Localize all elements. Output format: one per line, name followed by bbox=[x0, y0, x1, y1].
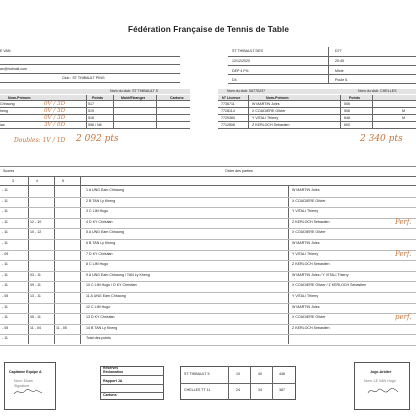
set-score: - 09 bbox=[2, 251, 9, 256]
right-col-name: Nom-Prénom bbox=[266, 96, 289, 100]
captain-a-name: Nom: Eloan bbox=[14, 379, 33, 383]
set-score: 11 - 05 bbox=[56, 325, 67, 330]
right-team-total: 2 340 pts bbox=[360, 134, 403, 144]
right-player-4: Z KERLOCH Sebastien bbox=[252, 123, 290, 127]
match-away-player: Z KERLOCH Sebastien bbox=[292, 262, 330, 267]
right-club-name: Nom du club: CHELLES bbox=[358, 89, 397, 93]
set-score: 10 - 12 bbox=[30, 230, 42, 235]
right-team-poule: Poule 6 bbox=[335, 78, 348, 82]
juge-arbitre-signature bbox=[366, 385, 400, 397]
set-score: - 11 bbox=[2, 336, 8, 341]
match-away-player: Z KERLOCH Sebastien bbox=[292, 325, 330, 330]
right-team-name: ST THIBAULT DES bbox=[232, 49, 263, 53]
left-team-name: E VAN bbox=[0, 49, 11, 53]
match-home-player: 9 A UNG Eam Chhaong / TAN Ly Kheng bbox=[86, 272, 150, 277]
match-home-player: 1 A UNG Eam Chhaong bbox=[86, 188, 124, 192]
match-away-player: X COUDIERE Olivier bbox=[292, 230, 326, 235]
match-home-player: 6 B TAN Ly Kheng bbox=[86, 241, 116, 245]
match-away-player: X COUDIERE Olivier bbox=[292, 198, 326, 203]
juge-arbitre-label: Juge-Arbitre bbox=[370, 370, 392, 374]
right-player-2-points: 506 bbox=[344, 109, 350, 113]
rapport-label: Rapport JA bbox=[103, 379, 123, 383]
set-score: - 05 bbox=[2, 325, 9, 330]
set-score: - 11 bbox=[2, 283, 8, 288]
row-divider bbox=[0, 271, 416, 272]
match-home-player: 2 B TAN Ly Kheng bbox=[86, 198, 116, 203]
page-title: Fédération Française de Tennis de Table bbox=[128, 25, 290, 34]
match-home-player: 10 C LIM Hugo / D KY Christian bbox=[86, 283, 137, 288]
right-player-3: Y VITALI Thierry bbox=[252, 116, 279, 120]
row-divider bbox=[0, 324, 416, 325]
left-player-3-record: 0V / 3D bbox=[44, 115, 66, 121]
ordre-header: Ordre des parties bbox=[225, 169, 253, 173]
row-divider bbox=[0, 292, 416, 293]
left-col-points: Points bbox=[92, 96, 103, 100]
set-score: 12 - 10 bbox=[30, 219, 42, 224]
left-team-email: an@hotmail.com bbox=[0, 67, 28, 71]
set-score: - 11 bbox=[2, 230, 8, 235]
right-club-number: Nom du club: 08770237 bbox=[227, 89, 266, 93]
left-team-total: 2 092 pts bbox=[76, 134, 119, 144]
footer-team-1-a: 10 bbox=[236, 372, 240, 376]
row-divider bbox=[0, 281, 416, 282]
footer-team-2-c: 387 bbox=[279, 388, 285, 392]
scores-col-5: 5 bbox=[62, 179, 64, 183]
scores-header: Scores bbox=[3, 169, 15, 173]
footer-team-2-a: 24 bbox=[236, 388, 240, 392]
row-divider bbox=[0, 228, 416, 229]
right-col-licence: N° Licence bbox=[222, 96, 241, 100]
right-player-3-licence: 7729360 bbox=[221, 116, 235, 120]
left-player-3-points: 516 bbox=[88, 116, 94, 120]
perf-note: perf. bbox=[395, 313, 412, 322]
row-divider bbox=[0, 345, 416, 346]
captain-a-label: Capitaine Equipe A bbox=[9, 370, 42, 374]
row-divider bbox=[0, 303, 416, 304]
left-player-1: Chhaong bbox=[0, 102, 15, 106]
set-score: - 11 bbox=[2, 198, 8, 203]
perf-note: Perf. bbox=[395, 217, 412, 226]
set-score: 13 - 11 bbox=[30, 294, 41, 298]
right-player-4-licence: 7712806 bbox=[221, 123, 235, 127]
row-divider bbox=[0, 239, 416, 240]
reserves-label: Réserves Réclamation bbox=[103, 366, 124, 374]
row-divider bbox=[0, 250, 416, 251]
left-player-4-points: 558 / N6 bbox=[88, 123, 102, 127]
set-score: - 11 bbox=[2, 241, 8, 245]
left-col-name: Nom-Prénom bbox=[8, 96, 31, 100]
match-home-player: 7 D KY Christian bbox=[86, 251, 113, 256]
match-away-player: W MARTIN Jules bbox=[292, 188, 320, 192]
footer-team-1-c: 446 bbox=[279, 372, 285, 376]
match-away-player: W MARTIN Jules bbox=[292, 304, 320, 309]
set-score: - 11 bbox=[2, 304, 8, 309]
row-divider bbox=[0, 260, 416, 261]
match-home-player: 14 B TAN Ly Kheng bbox=[86, 325, 118, 330]
match-home-player: Total des points bbox=[86, 336, 111, 341]
right-team-date: 12/12/2020 bbox=[232, 59, 250, 63]
cartons-label: Cartons bbox=[103, 393, 117, 397]
set-score: - 11 bbox=[2, 272, 8, 277]
right-team-group: D4 bbox=[232, 78, 237, 82]
right-player-3-points: 648 bbox=[344, 116, 350, 120]
set-score: 11 - 04 bbox=[30, 325, 41, 330]
match-home-player: 4 D KY Christian bbox=[86, 219, 113, 224]
set-score: - 05 bbox=[2, 294, 9, 298]
match-away-player: Y VITALI Thierry bbox=[292, 251, 319, 256]
right-player-1-licence: 7736711 bbox=[221, 102, 235, 106]
set-score: 05 - 11 bbox=[30, 315, 41, 320]
left-club-label: Club : ST THIBAULT PING bbox=[62, 76, 105, 80]
row-divider bbox=[0, 334, 416, 335]
match-away-player: X COUDIERE Olivier bbox=[292, 315, 326, 320]
match-home-player: 5 A UNG Eam Chhaong bbox=[86, 230, 124, 235]
left-player-1-points: 517 bbox=[88, 102, 94, 106]
row-divider bbox=[0, 218, 416, 219]
left-col-mut: Muté/Etranger bbox=[121, 96, 146, 100]
set-score: - 11 bbox=[2, 188, 8, 192]
right-team-division: DEP 4 Pr1 bbox=[232, 69, 249, 73]
match-home-player: 13 D KY Christian bbox=[86, 315, 115, 320]
captain-a-signature bbox=[12, 387, 44, 397]
footer-team-1: ST THIBAULT 5 bbox=[184, 372, 210, 376]
juge-arbitre-name: Nom: LE VAN Hugo bbox=[364, 379, 396, 383]
row-divider bbox=[0, 313, 416, 314]
left-doubles-record: Doubles: 1V / 1D bbox=[14, 137, 66, 144]
match-away-player: Z KERLOCH Sebastien bbox=[292, 219, 330, 224]
footer-team-1-b: 40 bbox=[258, 372, 262, 376]
right-team-code: D77 bbox=[335, 49, 342, 53]
right-player-2-licence: 7728114 bbox=[221, 109, 235, 113]
left-player-4: ian bbox=[0, 123, 5, 127]
set-score: - 11 bbox=[2, 315, 8, 320]
captain-a-signature-label: Signature bbox=[14, 384, 30, 388]
right-player-1: W MARTIN Jules bbox=[252, 102, 280, 106]
match-home-player: 8 C LIM Hugo bbox=[86, 262, 109, 267]
row-divider bbox=[0, 207, 416, 208]
scores-col-4: 4 bbox=[36, 179, 38, 183]
match-away-player: W MARTIN Jules bbox=[292, 241, 320, 245]
left-player-2: heng bbox=[0, 109, 8, 113]
right-team-time: 20:45 bbox=[335, 59, 344, 63]
left-player-2-record: 0V / 3D bbox=[44, 108, 66, 114]
match-home-player: 12 C LIM Hugo bbox=[86, 304, 111, 309]
footer-team-2: CHELLES TT 11 bbox=[184, 388, 211, 392]
match-away-player: Y VITALI Thierry bbox=[292, 209, 319, 214]
right-player-3-mark: M bbox=[402, 116, 405, 120]
left-club-number-label: Nom du club: ST THIBAULT S bbox=[110, 89, 159, 93]
right-player-1-points: 506 bbox=[344, 102, 350, 106]
match-home-player: 11 A UNG Eam Chhaong bbox=[86, 294, 126, 298]
match-away-player: W MARTIN Jules / Y VITALI Thierry bbox=[292, 272, 349, 277]
match-away-player: Y VITALI Thierry bbox=[292, 294, 319, 298]
match-home-player: 3 C LIM Hugo bbox=[86, 209, 109, 214]
left-col-cartons: Cartons bbox=[170, 96, 184, 100]
set-score: - 11 bbox=[2, 219, 8, 224]
right-player-4-points: 600 bbox=[344, 123, 350, 127]
set-score: 03 - 11 bbox=[30, 272, 41, 277]
set-score: - 11 bbox=[2, 209, 8, 214]
set-score: 09 - 11 bbox=[30, 283, 41, 288]
right-team-mixte: Mixte bbox=[335, 69, 344, 73]
right-player-2: X COUDIERE Olivier bbox=[252, 109, 286, 113]
footer-team-2-b: 34 bbox=[258, 388, 262, 392]
perf-note: Perf. bbox=[395, 249, 412, 258]
left-player-4-record: 3V / 0D bbox=[44, 122, 66, 128]
row-divider bbox=[0, 197, 416, 198]
left-player-1-record: 0V / 3D bbox=[44, 101, 66, 107]
right-player-2-mark: M bbox=[402, 109, 405, 113]
match-away-player: X COUDIERE Olivier / Z KERLOCH Sebastien bbox=[292, 283, 367, 288]
scores-col-3: 3 bbox=[12, 179, 14, 183]
left-player-2-points: 519 bbox=[88, 109, 94, 113]
set-score: - 11 bbox=[2, 262, 8, 267]
right-col-points: Points bbox=[349, 96, 360, 100]
